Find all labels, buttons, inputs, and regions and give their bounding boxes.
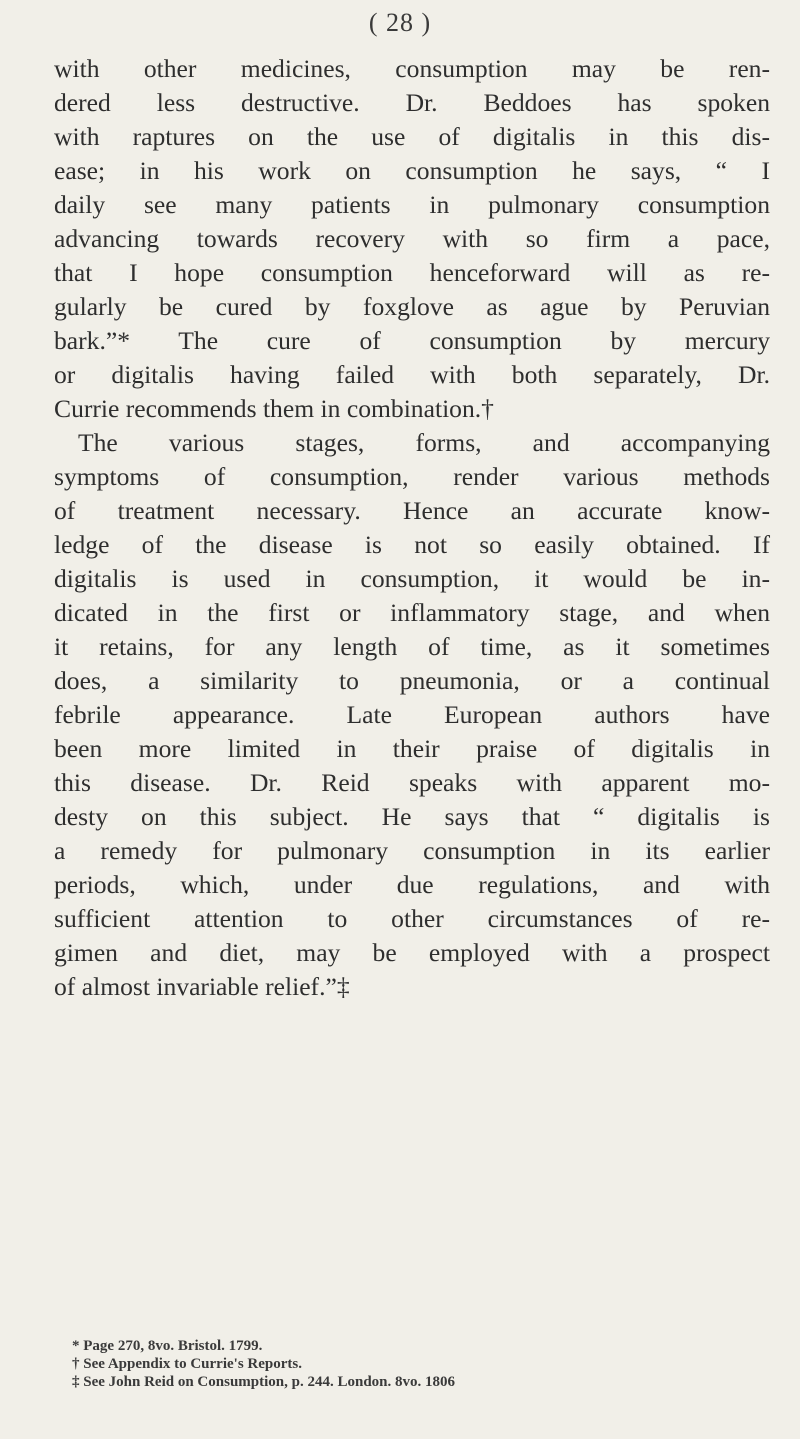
text-line: The various stages, forms, and accompanying — [78, 428, 770, 457]
text-line: daily see many patients in pulmonary consumption — [54, 190, 770, 219]
text-line: gularly be cured by foxglove as ague by Peruvian — [54, 292, 770, 321]
footnotes — [72, 1337, 772, 1391]
text-line: dicated in the first or inflammatory stage, and when — [54, 598, 770, 627]
text-line: of treatment necessary. Hence an accurate know- — [54, 496, 770, 525]
body-text — [54, 52, 770, 1004]
text-line: desty on this subject. He says that “ digitalis is — [54, 802, 770, 831]
text-line: it retains, for any length of time, as it sometimes — [54, 632, 770, 661]
text-line: periods, which, under due regulations, and with — [54, 870, 770, 899]
text-line: been more limited in their praise of digitalis in — [54, 734, 770, 763]
text-line: ease; in his work on consumption he says, “ I — [54, 156, 770, 185]
text-line: gimen and diet, may be employed with a prospect — [54, 938, 770, 967]
text-line: symptoms of consumption, render various methods — [54, 462, 770, 491]
text-line: with other medicines, consumption may be ren- — [54, 54, 770, 83]
page-number: ( 28 ) — [368, 8, 432, 37]
text-line: this disease. Dr. Reid speaks with apparent mo- — [54, 768, 770, 797]
text-line: Currie recommends them in combination.† — [54, 394, 494, 423]
footnote: † See Appendix to Currie's Reports. — [72, 1356, 302, 1372]
text-line: with raptures on the use of digitalis in this dis- — [54, 122, 770, 151]
text-line: bark.”* The cure of consumption by mercury — [54, 326, 770, 355]
text-line: a remedy for pulmonary consumption in its earlier — [54, 836, 770, 865]
text-line: digitalis is used in consumption, it would be in- — [54, 564, 770, 593]
text-line: that I hope consumption henceforward will as re- — [54, 258, 770, 287]
text-line: ledge of the disease is not so easily obtained. If — [54, 530, 770, 559]
text-line: advancing towards recovery with so firm a pace, — [54, 224, 770, 253]
text-line: does, a similarity to pneumonia, or a continual — [54, 666, 770, 695]
text-line: sufficient attention to other circumstances of re- — [54, 904, 770, 933]
text-line: or digitalis having failed with both separately, Dr. — [54, 360, 770, 389]
text-line: febrile appearance. Late European authors have — [54, 700, 770, 729]
footnote: ‡ See John Reid on Consumption, p. 244. London. 8vo. 1806 — [72, 1374, 456, 1390]
text-line: dered less destructive. Dr. Beddoes has spoken — [54, 88, 770, 117]
text-line: of almost invariable relief.”‡ — [54, 972, 350, 1001]
footnote: * Page 270, 8vo. Bristol. 1799. — [72, 1338, 263, 1354]
